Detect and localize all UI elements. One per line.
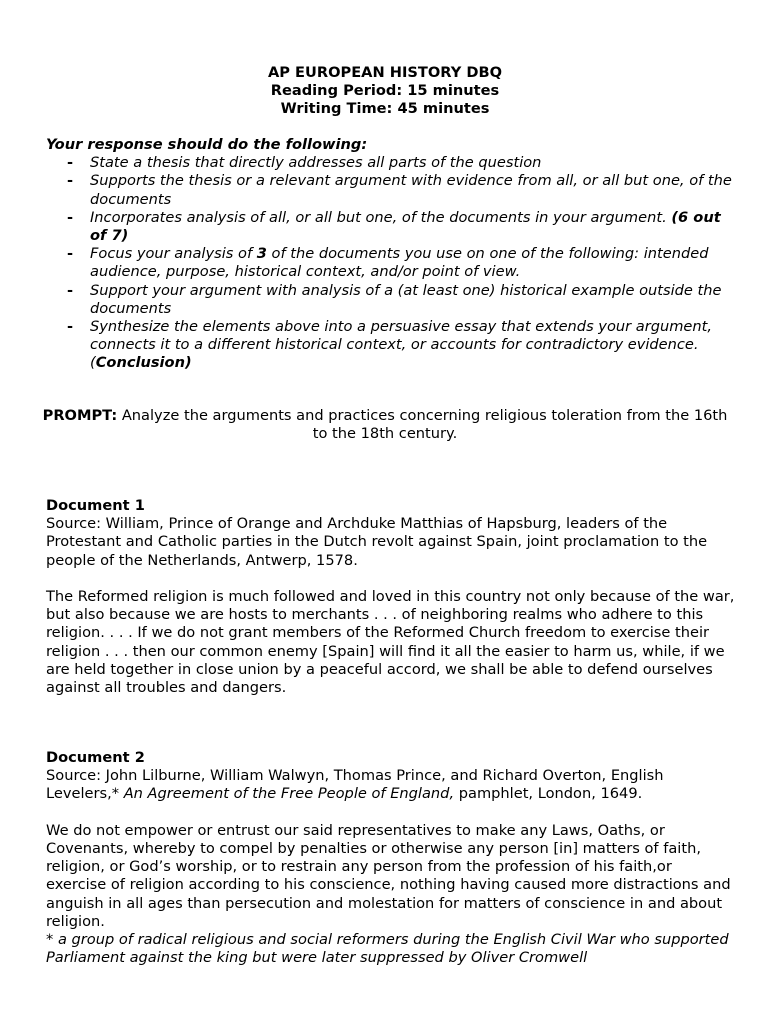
prompt xyxy=(40,407,730,443)
document-2 xyxy=(46,749,736,967)
document-body: We do not empower or entrust our said representatives to make any Laws, Oaths, or Covenants, whereby to compel by penalties or otherwise any person [in] matters of faith, religion, or God’s worship, or to restrain any person from the profession of his faith,or exercise of religion according to his conscience, nothing having caused more distractions and anguish in all ages than persecution and molestation for matters of conscience in and about religion. xyxy=(46,821,731,930)
prompt-text: Analyze the arguments and practices concerning religious toleration from the 16th to the 18th century. xyxy=(117,407,728,443)
prompt-label: PROMPT: xyxy=(42,407,118,424)
document-header xyxy=(0,64,770,119)
list-item: - Synthesize the elements above into a persuasive essay that extends your argument, connects it to a different historical context, or accounts for contradictory evidence. (Conclusion) xyxy=(67,318,713,372)
document-title: Document 2 xyxy=(46,749,145,766)
document-title: Document 1 xyxy=(46,497,145,514)
document-source: Source: John Lilburne, William Walwyn, Thomas Prince, and Richard Overton, English Levelers,* An Agreement of the Free People of England, pamphlet, London, 1649. xyxy=(46,767,664,803)
bullet-dash: - xyxy=(67,281,74,299)
list-item: - Supports the thesis or a relevant argument with evidence from all, or all but one, of the documents xyxy=(67,172,732,208)
list-item: - Incorporates analysis of all, or all but one, of the documents in your argument. (6 out of 7) xyxy=(67,208,721,244)
document-body: The Reformed religion is much followed and loved in this country not only because of the war, but also because we are hosts to merchants . . . of neighboring realms who adhere to this religion. . . . If we do not grant members of the Reformed Church freedom to exercise their religion . . . then our common enemy [Spain] will find it all the easier to harm us, while, if we are held together in close union by a peaceful accord, we shall be able to defend ourselves against all troubles and dangers. xyxy=(46,588,735,697)
bullet-dash: - xyxy=(67,245,74,263)
instructions-list xyxy=(46,154,736,372)
document-1 xyxy=(46,497,736,697)
instructions-heading: Your response should do the following: xyxy=(46,136,368,153)
list-item: - Focus your analysis of 3 of the documents you use on one of the following: intended audience, purpose, historical context, and/or point of view. xyxy=(67,245,709,281)
instructions xyxy=(46,136,736,373)
footnote: * a group of radical religious and social reformers during the English Civil War who supported Parliament against the king but were later suppressed by Oliver Cromwell xyxy=(46,931,729,967)
list-item: - State a thesis that directly addresses all parts of the question xyxy=(67,154,542,172)
bullet-dash: - xyxy=(67,172,74,190)
bullet-dash: - xyxy=(67,208,74,226)
document-source: Source: William, Prince of Orange and Archduke Matthias of Hapsburg, leaders of the Protestant and Catholic parties in the Dutch revolt against Spain, joint proclamation to the people of the Netherlands, Antwerp, 1578. xyxy=(46,515,708,569)
page-title: AP EUROPEAN HISTORY DBQ xyxy=(267,64,503,81)
source-title: An Agreement of the Free People of England, xyxy=(123,785,455,803)
bullet-dash: - xyxy=(67,318,74,336)
reading-period: Reading Period: 15 minutes xyxy=(270,82,500,100)
bullet-dash: - xyxy=(67,154,74,172)
writing-time: Writing Time: 45 minutes xyxy=(280,100,490,118)
list-item: - Support your argument with analysis of a (at least one) historical example outside the documents xyxy=(67,281,722,317)
